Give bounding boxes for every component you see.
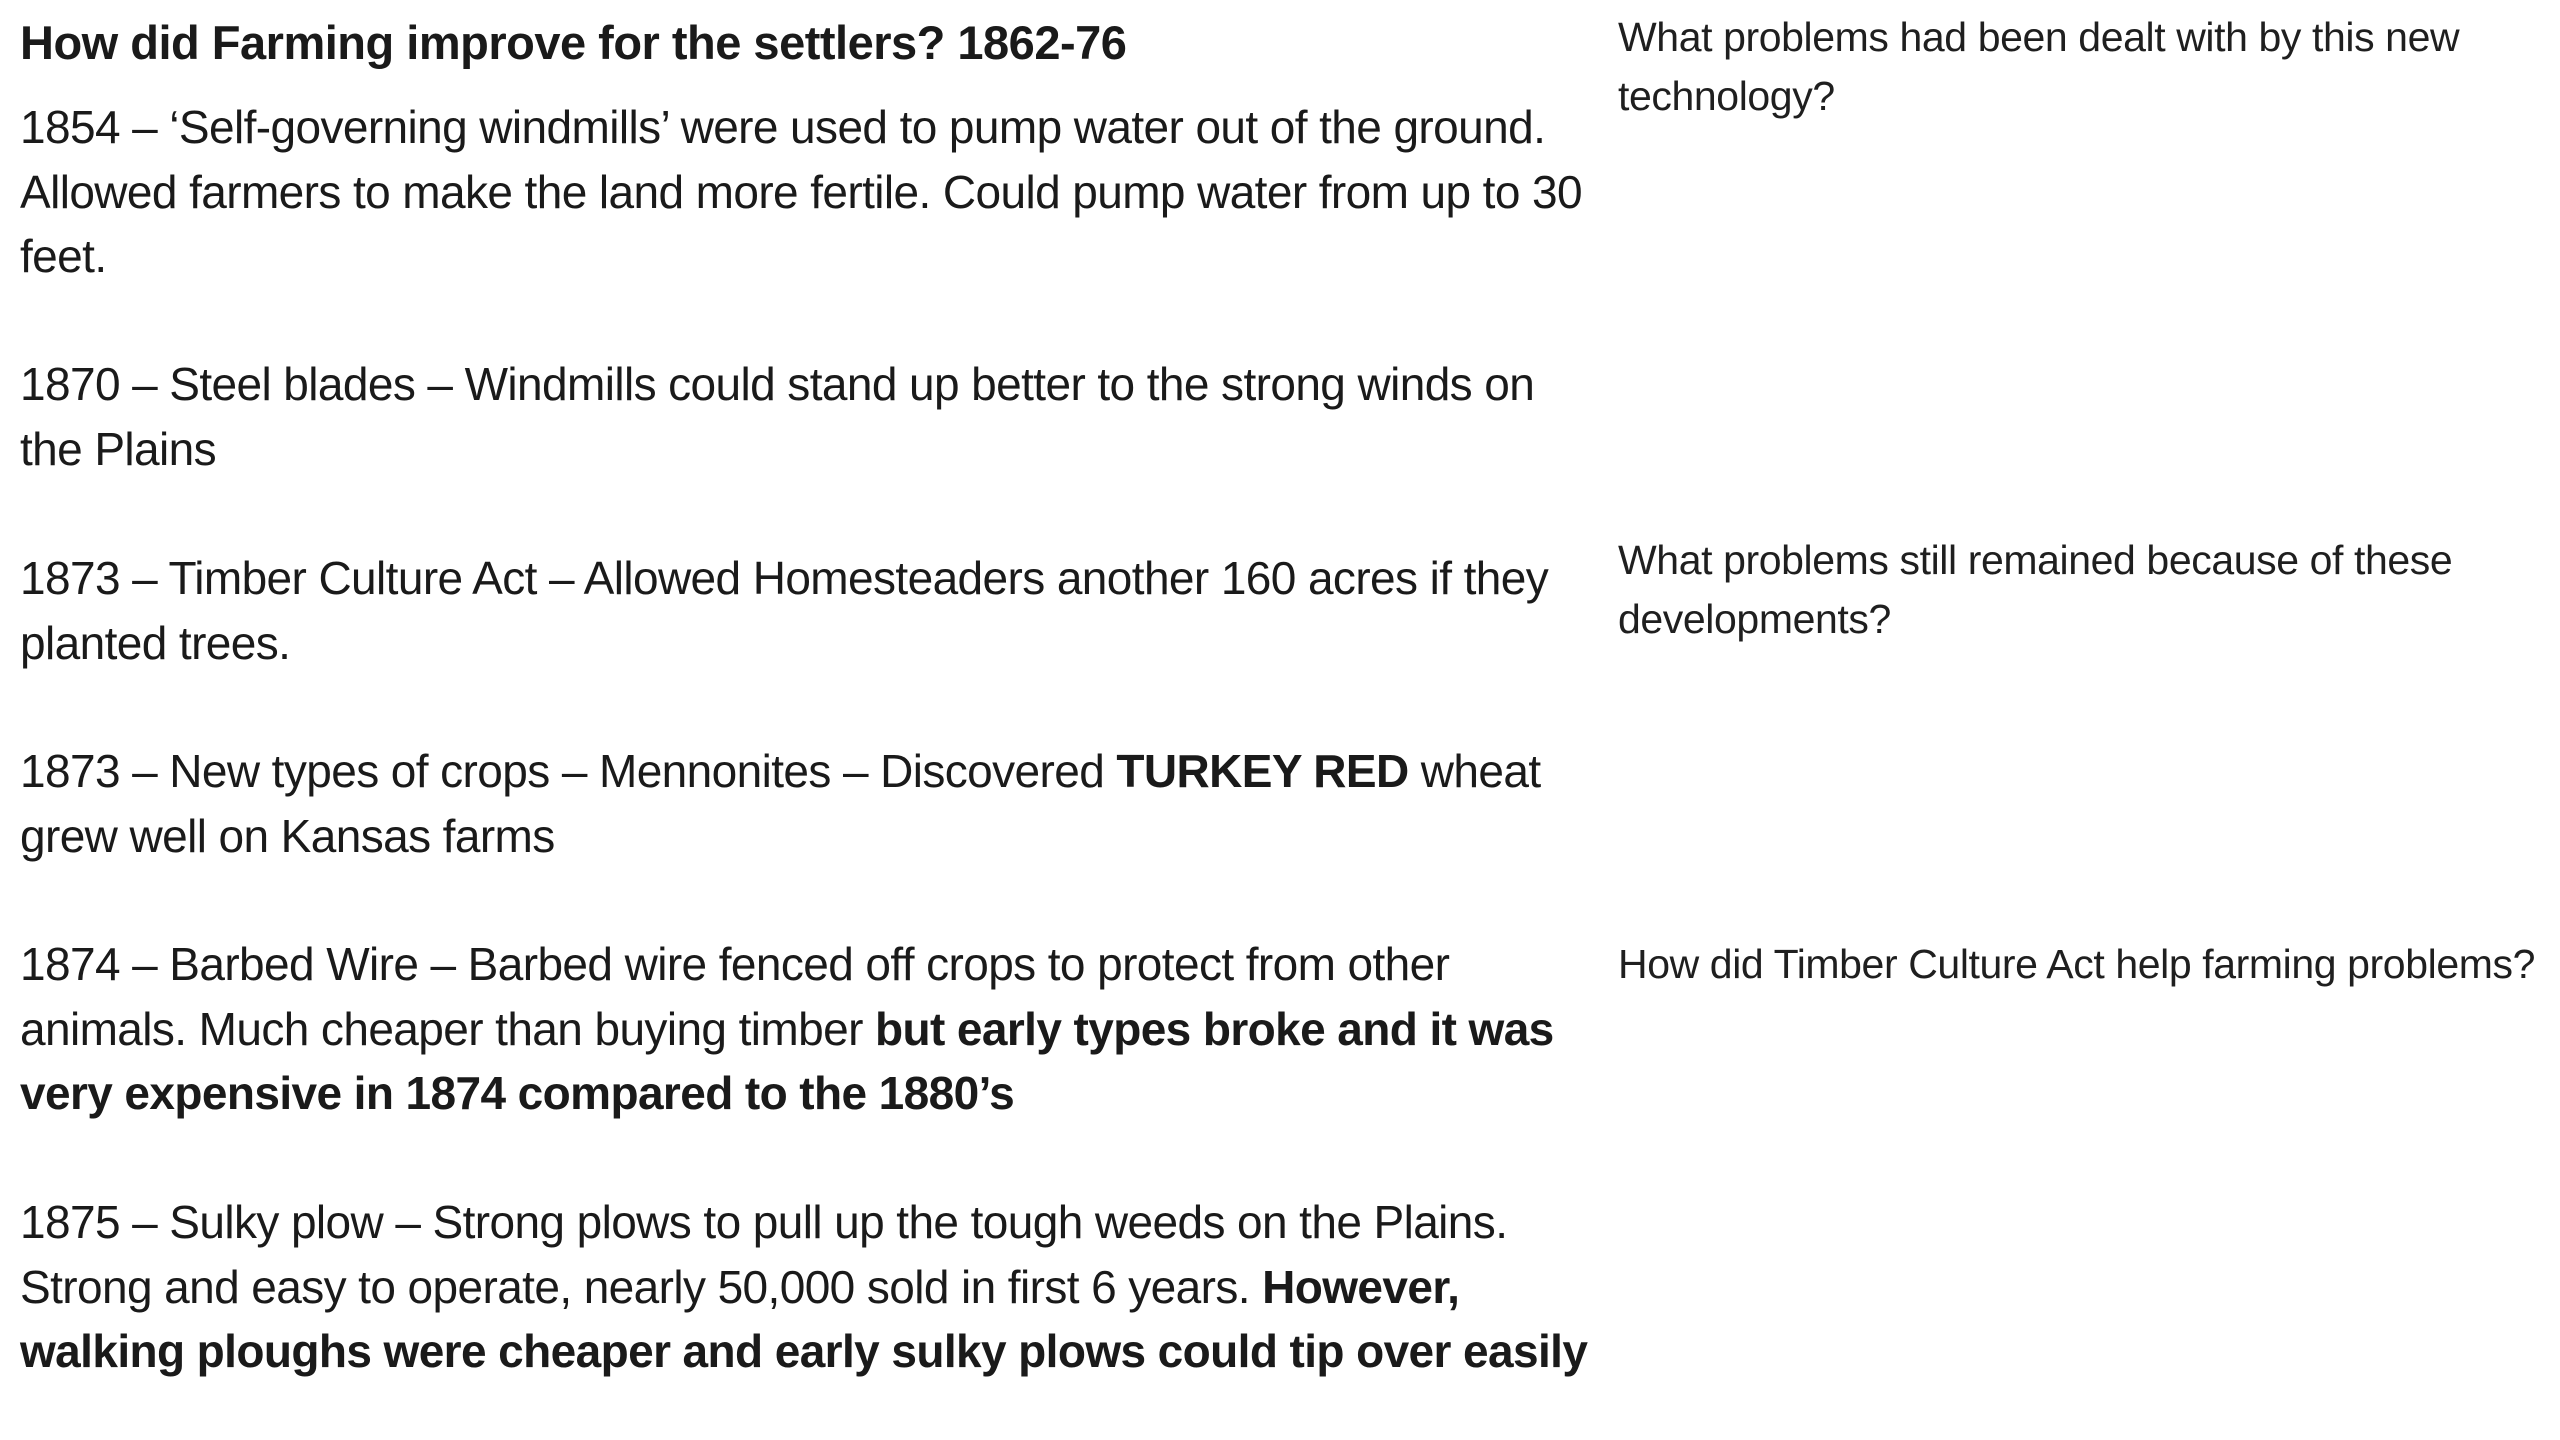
page-title: How did Farming improve for the settlers? 1862-76 [20,16,1127,69]
timeline-entry-1854 [20,95,1590,289]
entry-bold-text: TURKEY RED [1116,745,1409,797]
entry-bold-text: However, walking ploughs were cheaper and early sulky plows could tip over easily [20,1260,1588,1377]
entry-text: 1874 – Barbed Wire – Barbed wire fenced off crops to protect from other animals. Much cheaper than buying timber [20,938,1450,1055]
timeline-entry-1870 [20,352,1590,481]
timeline-entry-1874 [20,932,1590,1126]
entry-text-after: wheat grew well on Kansas farms [20,745,1541,862]
timeline-entry-1873-timber [20,546,1590,675]
question-problems-remained: What problems still remained because of these developments? [1618,537,2453,642]
question-timber-culture-act: How did Timber Culture Act help farming problems? [1618,941,2535,987]
entry-text: 1854 – ‘Self-governing windmills’ were used to pump water out of the ground. Allowed farmers to make the land more fertile. Could pump water from up to 30 feet. [20,101,1582,282]
question-problems-dealt-with: What problems had been dealt with by this new technology? [1618,14,2460,119]
entry-text: 1870 – Steel blades – Windmills could stand up better to the strong winds on the Plains [20,358,1535,475]
entry-bold-text: but early types broke and it was very expensive in 1874 compared to the 1880’s [20,1002,1554,1119]
entry-text: 1873 – New types of crops – Mennonites – Discovered [20,745,1117,797]
timeline-entry-1875 [20,1190,1590,1384]
entry-text: 1873 – Timber Culture Act – Allowed Homesteaders another 160 acres if they planted trees. [20,552,1549,669]
entry-text: 1875 – Sulky plow – Strong plows to pull up the tough weeds on the Plains. Strong and easy to operate, nearly 50,000 sold in first 6 years. [20,1196,1508,1313]
timeline-entry-1873-crops [20,739,1590,868]
